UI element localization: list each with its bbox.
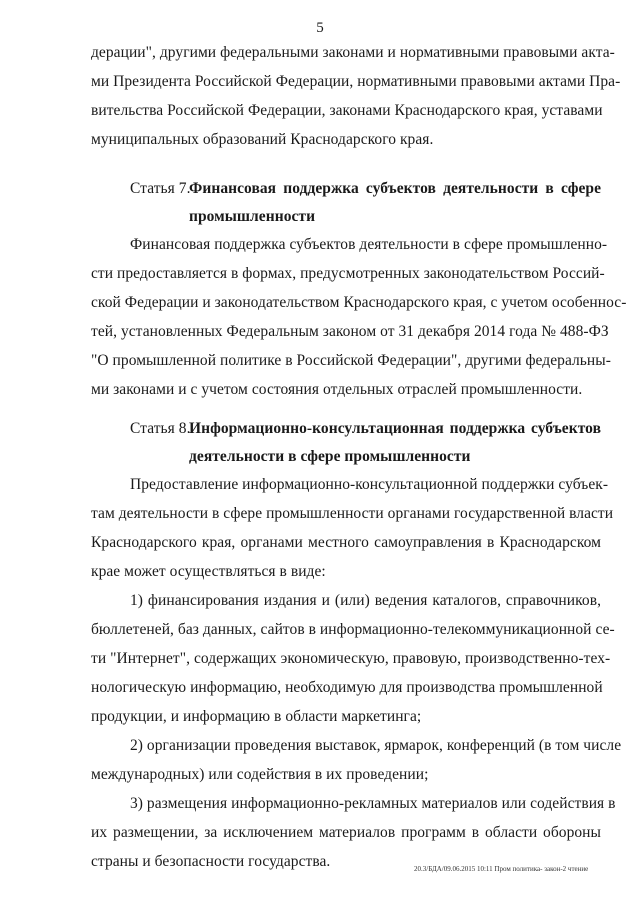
list-item-3-line: их размещении, за исключением материалов программ в области обороны: [91, 824, 601, 841]
article-8-intro-line: там деятельности в сфере промышленности органами государственной власти: [91, 505, 614, 522]
intro-line: муниципальных образований Краснодарского края.: [91, 131, 434, 148]
article-7-body-line: сти предоставляется в формах, предусмотренных законодательством Россий-: [91, 265, 605, 282]
list-item-1-line: 1) финансирования издания и (или) ведения каталогов, справочников,: [130, 592, 601, 609]
article-7-prefix: Статья 7.: [130, 180, 191, 197]
list-item-3-line: страны и безопасности государства.: [91, 853, 331, 870]
document-footer-stamp: 20.3/БДА/09.06.2015 10:11 Пром политика- закон-2 чтение: [414, 865, 589, 873]
article-8-intro-line: Краснодарского края, органами местного самоуправления в Краснодарском: [91, 534, 601, 551]
list-item-2-line: 2) организации проведения выставок, ярмарок, конференций (в том числе: [130, 737, 622, 754]
article-7-body-line: ми законами и с учетом состояния отдельных отраслей промышленности.: [91, 381, 583, 398]
article-7-body-line: "О промышленной политике в Российской Федерации", другими федеральны-: [91, 352, 611, 369]
list-item-2-line: международных) или содействия в их проведении;: [91, 766, 429, 783]
list-item-3-line: 3) размещения информационно-рекламных материалов или содействия в: [130, 795, 616, 812]
list-item-1-line: нологическую информацию, необходимую для производства промышленной: [91, 679, 603, 696]
intro-line: вительства Российской Федерации, законами Краснодарского края, уставами: [91, 102, 603, 119]
article-8-intro-line: Предоставление информационно-консультационной поддержки субъек-: [130, 476, 609, 493]
intro-line: дерации", другими федеральными законами и нормативными правовыми акта-: [91, 44, 615, 61]
list-item-1-line: ти "Интернет", содержащих экономическую, правовую, производственно-тех-: [91, 650, 611, 667]
article-8-title-continued: деятельности в сфере промышленности: [189, 448, 471, 465]
article-7-title: Финансовая поддержка субъектов деятельности в сфере: [189, 180, 601, 197]
article-7-body-line: Финансовая поддержка субъектов деятельности в сфере промышленно-: [130, 236, 608, 253]
list-item-1-line: продукции, и информацию в области маркетинга;: [91, 708, 422, 725]
article-8-title: Информационно-консультационная поддержка субъектов: [189, 420, 601, 437]
article-8-intro-line: крае может осуществляться в виде:: [91, 563, 326, 580]
page-number: 5: [316, 20, 324, 36]
article-7-title-continued: промышленности: [189, 208, 316, 225]
intro-line: ми Президента Российской Федерации, нормативными правовыми актами Пра-: [91, 73, 621, 90]
article-7-body-line: ской Федерации и законодательством Краснодарского края, с учетом особеннос-: [91, 294, 627, 311]
article-8-prefix: Статья 8.: [130, 420, 191, 437]
article-7-body-line: тей, установленных Федеральным законом от 31 декабря 2014 года № 488-ФЗ: [91, 323, 609, 340]
list-item-1-line: бюллетеней, баз данных, сайтов в информационно-телекоммуникационной се-: [91, 621, 615, 638]
